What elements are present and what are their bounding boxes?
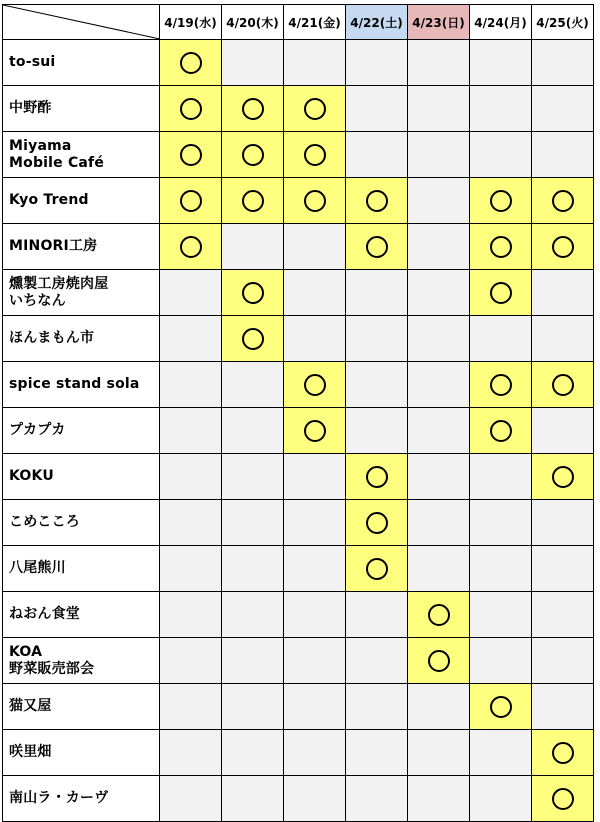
attendance-cell-empty (222, 638, 284, 684)
circle-mark-icon (428, 650, 450, 672)
attendance-cell-marked (532, 776, 594, 822)
attendance-cell-empty (222, 684, 284, 730)
attendance-cell-empty (346, 730, 408, 776)
schedule-table (2, 4, 594, 822)
vendor-name: 八尾熊川 (3, 546, 160, 592)
attendance-cell-empty (408, 500, 470, 546)
attendance-cell-empty (532, 316, 594, 362)
attendance-cell-marked (532, 730, 594, 776)
attendance-cell-empty (470, 40, 532, 86)
table-row (3, 454, 594, 500)
attendance-cell-empty (346, 40, 408, 86)
table-row (3, 270, 594, 316)
circle-mark-icon (366, 190, 388, 212)
table-row (3, 86, 594, 132)
table-row (3, 224, 594, 270)
attendance-cell-empty (284, 592, 346, 638)
attendance-cell-empty (408, 316, 470, 362)
attendance-cell-empty (284, 776, 346, 822)
attendance-cell-empty (160, 500, 222, 546)
attendance-cell-empty (160, 776, 222, 822)
attendance-cell-empty (222, 454, 284, 500)
attendance-cell-empty (346, 86, 408, 132)
attendance-cell-empty (346, 270, 408, 316)
circle-mark-icon (552, 466, 574, 488)
circle-mark-icon (304, 144, 326, 166)
circle-mark-icon (242, 282, 264, 304)
attendance-cell-empty (160, 638, 222, 684)
table-row (3, 132, 594, 178)
attendance-cell-empty (222, 362, 284, 408)
attendance-cell-marked (160, 132, 222, 178)
attendance-cell-marked (470, 362, 532, 408)
circle-mark-icon (180, 98, 202, 120)
attendance-cell-empty (532, 270, 594, 316)
table-row (3, 730, 594, 776)
attendance-cell-empty (346, 362, 408, 408)
circle-mark-icon (366, 558, 388, 580)
attendance-cell-empty (160, 730, 222, 776)
circle-mark-icon (552, 236, 574, 258)
circle-mark-icon (552, 742, 574, 764)
circle-mark-icon (242, 190, 264, 212)
circle-mark-icon (490, 420, 512, 442)
circle-mark-icon (304, 420, 326, 442)
attendance-cell-empty (532, 86, 594, 132)
circle-mark-icon (490, 190, 512, 212)
circle-mark-icon (428, 604, 450, 626)
date-header-3: 4/21(金) (284, 5, 346, 40)
attendance-cell-marked (284, 178, 346, 224)
attendance-cell-marked (160, 224, 222, 270)
vendor-name: spice stand sola (3, 362, 160, 408)
circle-mark-icon (180, 236, 202, 258)
attendance-cell-empty (408, 224, 470, 270)
circle-mark-icon (490, 696, 512, 718)
circle-mark-icon (242, 144, 264, 166)
attendance-cell-empty (532, 40, 594, 86)
attendance-cell-marked (222, 132, 284, 178)
table-row (3, 362, 594, 408)
circle-mark-icon (242, 328, 264, 350)
attendance-cell-marked (532, 224, 594, 270)
table-row (3, 178, 594, 224)
attendance-cell-marked (222, 316, 284, 362)
vendor-name: KOKU (3, 454, 160, 500)
attendance-cell-empty (408, 40, 470, 86)
attendance-cell-empty (160, 592, 222, 638)
attendance-cell-empty (470, 546, 532, 592)
attendance-cell-marked (346, 454, 408, 500)
table-row (3, 316, 594, 362)
table-row (3, 408, 594, 454)
attendance-cell-empty (408, 270, 470, 316)
attendance-cell-empty (284, 224, 346, 270)
attendance-cell-empty (532, 132, 594, 178)
attendance-cell-marked (470, 224, 532, 270)
vendor-name: to-sui (3, 40, 160, 86)
date-header-1: 4/19(水) (160, 5, 222, 40)
attendance-cell-marked (160, 40, 222, 86)
attendance-cell-empty (470, 776, 532, 822)
date-header-4: 4/22(土) (346, 5, 408, 40)
attendance-cell-empty (532, 592, 594, 638)
vendor-name: 燻製工房焼肉屋 いちなん (3, 270, 160, 316)
attendance-cell-marked (160, 178, 222, 224)
date-header-2: 4/20(木) (222, 5, 284, 40)
date-header-5: 4/23(日) (408, 5, 470, 40)
attendance-cell-empty (222, 40, 284, 86)
attendance-cell-empty (346, 132, 408, 178)
attendance-cell-empty (284, 684, 346, 730)
attendance-cell-empty (346, 684, 408, 730)
attendance-cell-empty (284, 454, 346, 500)
vendor-name: KOA 野菜販売部会 (3, 638, 160, 684)
attendance-cell-empty (408, 546, 470, 592)
attendance-cell-empty (408, 454, 470, 500)
attendance-cell-marked (222, 86, 284, 132)
attendance-cell-empty (470, 592, 532, 638)
attendance-cell-marked (408, 638, 470, 684)
attendance-cell-empty (160, 408, 222, 454)
attendance-cell-empty (284, 316, 346, 362)
attendance-cell-empty (222, 730, 284, 776)
attendance-cell-empty (408, 178, 470, 224)
attendance-cell-empty (532, 500, 594, 546)
vendor-name: 咲里畑 (3, 730, 160, 776)
attendance-cell-marked (470, 408, 532, 454)
vendor-name: ねおん食堂 (3, 592, 160, 638)
attendance-cell-empty (160, 546, 222, 592)
schedule-body (3, 40, 594, 822)
vendor-name: MINORI工房 (3, 224, 160, 270)
attendance-cell-empty (470, 132, 532, 178)
attendance-cell-empty (160, 362, 222, 408)
attendance-cell-empty (408, 776, 470, 822)
attendance-cell-marked (160, 86, 222, 132)
vendor-name: 中野酢 (3, 86, 160, 132)
attendance-cell-marked (470, 684, 532, 730)
circle-mark-icon (304, 374, 326, 396)
circle-mark-icon (366, 236, 388, 258)
attendance-cell-empty (222, 776, 284, 822)
attendance-cell-empty (160, 270, 222, 316)
attendance-cell-empty (284, 40, 346, 86)
attendance-cell-empty (222, 546, 284, 592)
circle-mark-icon (366, 512, 388, 534)
attendance-cell-marked (284, 408, 346, 454)
circle-mark-icon (242, 98, 264, 120)
attendance-cell-empty (532, 638, 594, 684)
attendance-cell-marked (408, 592, 470, 638)
attendance-cell-empty (284, 270, 346, 316)
attendance-cell-marked (284, 86, 346, 132)
attendance-cell-marked (346, 500, 408, 546)
table-row (3, 638, 594, 684)
attendance-cell-empty (284, 546, 346, 592)
attendance-cell-empty (408, 730, 470, 776)
attendance-cell-marked (532, 362, 594, 408)
attendance-cell-empty (284, 500, 346, 546)
attendance-cell-empty (222, 224, 284, 270)
table-row (3, 684, 594, 730)
attendance-cell-empty (470, 316, 532, 362)
attendance-cell-empty (346, 592, 408, 638)
date-header-6: 4/24(月) (470, 5, 532, 40)
vendor-name: こめこころ (3, 500, 160, 546)
vendor-name: 南山ラ・カーヴ (3, 776, 160, 822)
corner-cell (3, 5, 160, 40)
date-header-row (3, 5, 594, 40)
circle-mark-icon (180, 144, 202, 166)
vendor-name: プカプカ (3, 408, 160, 454)
attendance-cell-empty (470, 454, 532, 500)
attendance-cell-empty (346, 316, 408, 362)
attendance-cell-marked (222, 178, 284, 224)
vendor-name: Kyo Trend (3, 178, 160, 224)
corner-diagonal-line (3, 5, 160, 39)
attendance-cell-empty (408, 86, 470, 132)
attendance-cell-empty (346, 408, 408, 454)
circle-mark-icon (490, 236, 512, 258)
circle-mark-icon (180, 190, 202, 212)
attendance-cell-marked (222, 270, 284, 316)
vendor-name: Miyama Mobile Café (3, 132, 160, 178)
attendance-cell-empty (532, 408, 594, 454)
attendance-cell-marked (346, 224, 408, 270)
circle-mark-icon (304, 98, 326, 120)
attendance-cell-marked (470, 178, 532, 224)
circle-mark-icon (366, 466, 388, 488)
attendance-cell-empty (532, 684, 594, 730)
attendance-cell-empty (408, 408, 470, 454)
vendor-name: ほんまもん市 (3, 316, 160, 362)
attendance-cell-empty (470, 638, 532, 684)
circle-mark-icon (304, 190, 326, 212)
table-row (3, 40, 594, 86)
attendance-cell-marked (284, 132, 346, 178)
attendance-cell-marked (470, 270, 532, 316)
attendance-cell-marked (532, 178, 594, 224)
attendance-cell-empty (408, 132, 470, 178)
attendance-cell-empty (470, 86, 532, 132)
attendance-cell-empty (532, 546, 594, 592)
attendance-cell-empty (284, 638, 346, 684)
attendance-cell-marked (346, 546, 408, 592)
attendance-cell-empty (222, 500, 284, 546)
attendance-cell-empty (346, 638, 408, 684)
attendance-cell-empty (470, 500, 532, 546)
attendance-cell-empty (408, 684, 470, 730)
attendance-cell-empty (346, 776, 408, 822)
circle-mark-icon (490, 374, 512, 396)
attendance-cell-empty (222, 408, 284, 454)
table-row (3, 592, 594, 638)
circle-mark-icon (552, 374, 574, 396)
attendance-cell-empty (160, 454, 222, 500)
table-row (3, 546, 594, 592)
attendance-cell-empty (408, 362, 470, 408)
attendance-cell-empty (470, 730, 532, 776)
table-row (3, 500, 594, 546)
circle-mark-icon (552, 788, 574, 810)
date-header-7: 4/25(火) (532, 5, 594, 40)
circle-mark-icon (552, 190, 574, 212)
attendance-cell-empty (222, 592, 284, 638)
attendance-cell-empty (284, 730, 346, 776)
attendance-cell-marked (284, 362, 346, 408)
circle-mark-icon (490, 282, 512, 304)
vendor-name: 猫又屋 (3, 684, 160, 730)
attendance-cell-empty (160, 316, 222, 362)
table-row (3, 776, 594, 822)
attendance-cell-marked (532, 454, 594, 500)
attendance-cell-marked (346, 178, 408, 224)
circle-mark-icon (180, 52, 202, 74)
attendance-cell-empty (160, 684, 222, 730)
